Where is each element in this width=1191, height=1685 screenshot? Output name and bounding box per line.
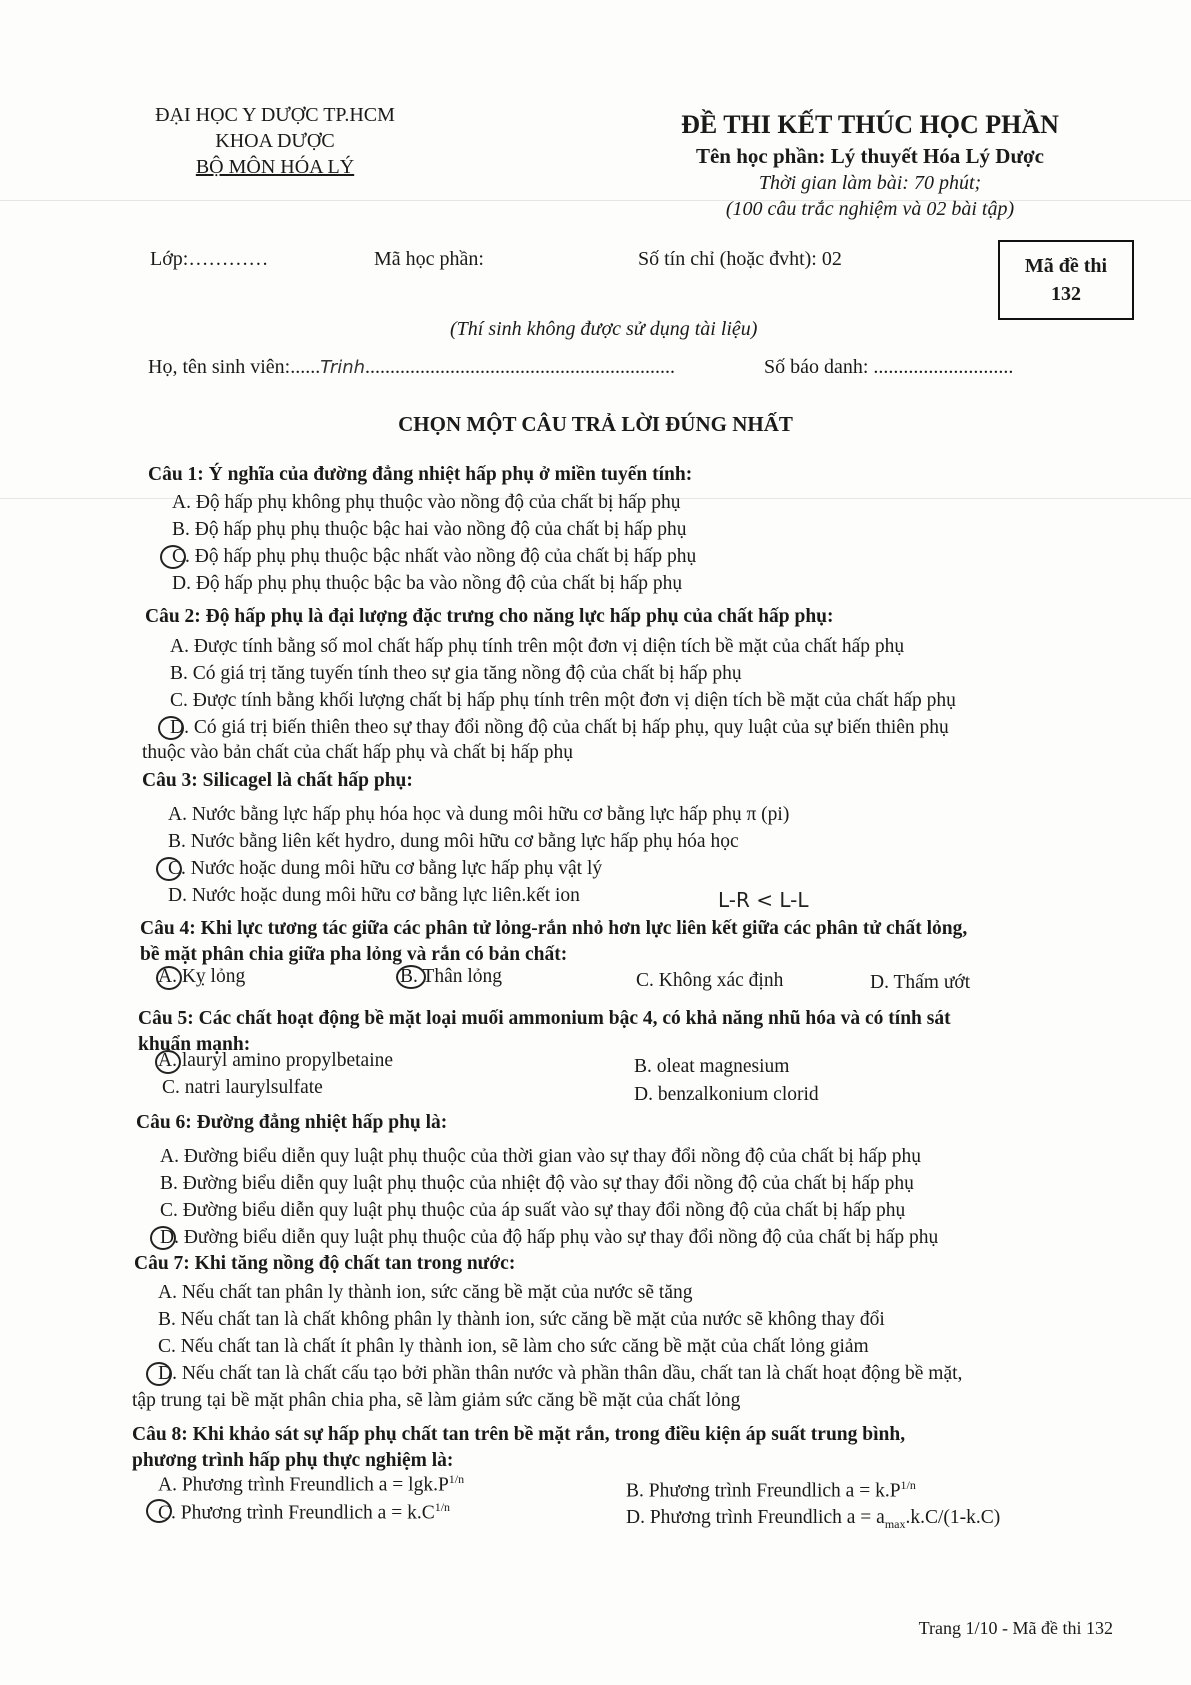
q4-option-b: B. Thân lỏng	[400, 966, 503, 987]
q4-option-c: C. Không xác định	[636, 970, 784, 991]
q7-option-d: D. Nếu chất tan là chất cấu tạo bởi phần thân nước và phần thân dầu, chất tan là chất hoạt động bề mặt,	[158, 1363, 963, 1384]
question-5-cont: khuẩn mạnh:	[138, 1034, 251, 1055]
exponent: 1/n	[434, 1500, 451, 1514]
faculty-name: KHOA DƯỢC	[215, 130, 335, 152]
exam-title: ĐỀ THI KẾT THÚC HỌC PHẦN	[681, 110, 1059, 139]
exponent: 1/n	[900, 1478, 916, 1492]
handwritten-note: L-R < L-L	[718, 888, 809, 912]
student-name-label: Họ, tên sinh viên:......	[148, 356, 321, 378]
q8-option-a	[158, 1472, 464, 1497]
section-title: CHỌN MỘT CÂU TRẢ LỜI ĐÚNG NHẤT	[398, 412, 793, 436]
q7-option-d-continuation: tập trung tại bề mặt phân chia pha, sẽ làm giảm sức căng bề mặt của chất lỏng	[132, 1390, 741, 1411]
page-footer: Trang 1/10 - Mã đề thi 132	[918, 1618, 1113, 1638]
question-2: Câu 2: Độ hấp phụ là đại lượng đặc trưng cho năng lực hấp phụ của chất hấp phụ:	[145, 606, 834, 627]
exam-duration: Thời gian làm bài: 70 phút;	[758, 172, 982, 194]
answer-circle-mark	[156, 857, 182, 881]
q3-option-a: A. Nước bằng lực hấp phụ hóa học và dung môi hữu cơ bằng lực hấp phụ π (pi)	[168, 804, 790, 825]
class-label: Lớp:…………	[150, 248, 269, 270]
exam-code-box	[998, 240, 1134, 320]
q2-option-d: D. Có giá trị biến thiên theo sự thay đổi nồng độ của chất bị hấp phụ, quy luật của sự biến thiên phụ	[170, 717, 949, 738]
exam-header	[620, 108, 1120, 222]
q8-option-d-text: D. Phương trình Freundlich a = a	[626, 1507, 885, 1528]
subject-name: Tên học phần: Lý thuyết Hóa Lý Dược	[695, 144, 1045, 168]
q2-option-d-continuation: thuộc vào bản chất của chất hấp phụ và chất bị hấp phụ	[142, 742, 574, 763]
department-name: BỘ MÔN HÓA LÝ	[195, 156, 355, 178]
question-1: Câu 1: Ý nghĩa của đường đẳng nhiệt hấp phụ ở miền tuyến tính:	[148, 464, 693, 485]
q7-option-c: C. Nếu chất tan là chất ít phân ly thành ion, sẽ làm cho sức căng bề mặt của chất lỏng giảm	[158, 1336, 869, 1357]
answer-circle-mark	[146, 1499, 172, 1523]
credits-label: Số tín chỉ (hoặc đvht): 02	[638, 248, 842, 270]
university-name: ĐẠI HỌC Y DƯỢC TP.HCM	[155, 104, 395, 126]
answer-circle-mark	[155, 1050, 181, 1074]
question-8-cont: phương trình hấp phụ thực nghiệm là:	[132, 1450, 454, 1471]
q5-option-d: D. benzalkonium clorid	[634, 1084, 819, 1105]
q8-option-c-text: C. Phương trình Freundlich a = k.C	[158, 1502, 435, 1524]
q6-option-d: D. Đường biểu diễn quy luật phụ thuộc của độ hấp phụ vào sự thay đổi nồng độ của chất bị hấp phụ	[160, 1227, 939, 1248]
q1-option-d: D. Độ hấp phụ phụ thuộc bậc ba vào nồng độ của chất bị hấp phụ	[172, 573, 683, 594]
q2-option-b: B. Có giá trị tăng tuyến tính theo sự gia tăng nồng độ của chất bị hấp phụ	[170, 663, 742, 684]
q6-option-a: A. Đường biểu diễn quy luật phụ thuộc của thời gian vào sự thay đổi nồng độ của chất bị hấp phụ	[160, 1146, 921, 1167]
exam-code-label: Mã đề thi	[1024, 255, 1108, 277]
question-4: Câu 4: Khi lực tương tác giữa các phân tử lỏng-rắn nhỏ hơn lực liên kết giữa các phân tử chất lỏng,	[140, 918, 968, 939]
q3-option-c: C. Nước hoặc dung môi hữu cơ bằng lực hấp phụ vật lý	[168, 858, 603, 879]
answer-circle-mark	[396, 965, 426, 989]
q8-option-b-text: B. Phương trình Freundlich a = k.P	[626, 1480, 901, 1502]
question-4-cont: bề mặt phân chia giữa pha lỏng và rắn có bản chất:	[140, 944, 568, 965]
q8-option-d-tail: k.C/(1-k.C)	[910, 1507, 1001, 1528]
answer-circle-mark	[150, 1226, 176, 1250]
answer-circle-mark	[158, 716, 184, 740]
q3-option-d: D. Nước hoặc dung môi hữu cơ bằng lực liên.kết ion	[168, 885, 580, 906]
institution-header	[130, 102, 420, 180]
q8-option-b	[626, 1478, 916, 1503]
question-6: Câu 6: Đường đẳng nhiệt hấp phụ là:	[136, 1112, 448, 1133]
question-8: Câu 8: Khi khảo sát sự hấp phụ chất tan trên bề mặt rắn, trong điều kiện áp suất trung bình,	[132, 1424, 906, 1445]
question-5: Câu 5: Các chất hoạt động bề mặt loại muối ammonium bậc 4, có khả năng nhũ hóa và có tính sát	[138, 1008, 951, 1029]
question-3: Câu 3: Silicagel là chất hấp phụ:	[142, 770, 413, 791]
exam-code-value: 132	[1051, 283, 1081, 305]
q1-option-c: C. Độ hấp phụ phụ thuộc bậc nhất vào nồng độ của chất bị hấp phụ	[172, 546, 697, 567]
q5-option-a: A. lauryl amino propylbetaine	[158, 1050, 394, 1071]
student-name-handwritten: Trinh	[320, 357, 366, 378]
q2-option-a: A. Được tính bằng số mol chất hấp phụ tính trên một đơn vị diện tích bề mặt của chất hấp phụ	[170, 636, 905, 657]
q5-option-b: B. oleat magnesium	[634, 1056, 790, 1077]
answer-circle-mark	[156, 966, 182, 990]
student-row	[148, 356, 675, 379]
no-materials-note: (Thí sinh không được sử dụng tài liệu)	[450, 318, 758, 340]
q8-option-d: D. Phương trình Freundlich $a = a_{max}.k.C/(1-k.C)$	[626, 1507, 1001, 1531]
student-name-dots: ..............................................................	[365, 356, 676, 378]
exponent: 1/n	[448, 1472, 465, 1486]
q1-option-a: A. Độ hấp phụ không phụ thuộc vào nồng độ của chất bị hấp phụ	[172, 492, 681, 513]
student-id-label: Số báo danh: ............................	[764, 356, 1014, 378]
q2-option-c: C. Được tính bằng khối lượng chất bị hấp phụ tính trên một đơn vị diện tích bề mặt của chất hấp phụ	[170, 690, 956, 711]
q3-option-b: B. Nước bằng liên kết hydro, dung môi hữu cơ bằng lực hấp phụ hóa học	[168, 831, 739, 852]
q7-option-b: B. Nếu chất tan là chất không phân ly thành ion, sức căng bề mặt của nước sẽ không thay đổi	[158, 1309, 885, 1330]
question-7: Câu 7: Khi tăng nồng độ chất tan trong nước:	[134, 1253, 516, 1274]
q5-option-c: C. natri laurylsulfate	[162, 1077, 323, 1098]
q1-option-b: B. Độ hấp phụ phụ thuộc bậc hai vào nồng độ của chất bị hấp phụ	[172, 519, 687, 540]
answer-circle-mark	[146, 1362, 172, 1386]
q6-option-b: B. Đường biểu diễn quy luật phụ thuộc của nhiệt độ vào sự thay đổi nồng độ của chất bị hấp phụ	[160, 1173, 914, 1194]
q4-option-d: D. Thấm ướt	[870, 972, 971, 993]
q4-option-a: A. Kỵ lỏng	[158, 966, 246, 987]
subscript: max	[884, 1516, 906, 1531]
q7-option-a: A. Nếu chất tan phân ly thành ion, sức căng bề mặt của nước sẽ tăng	[158, 1282, 693, 1303]
exam-format: (100 câu trắc nghiệm và 02 bài tập)	[725, 198, 1015, 220]
q8-option-c	[158, 1500, 450, 1525]
q8-option-a-text: A. Phương trình Freundlich a = lgk.P	[158, 1474, 449, 1496]
answer-circle-mark	[160, 545, 186, 569]
course-code-label: Mã học phần:	[374, 248, 484, 270]
q6-option-c: C. Đường biểu diễn quy luật phụ thuộc của áp suất vào sự thay đổi nồng độ của chất bị hấp phụ	[160, 1200, 906, 1221]
